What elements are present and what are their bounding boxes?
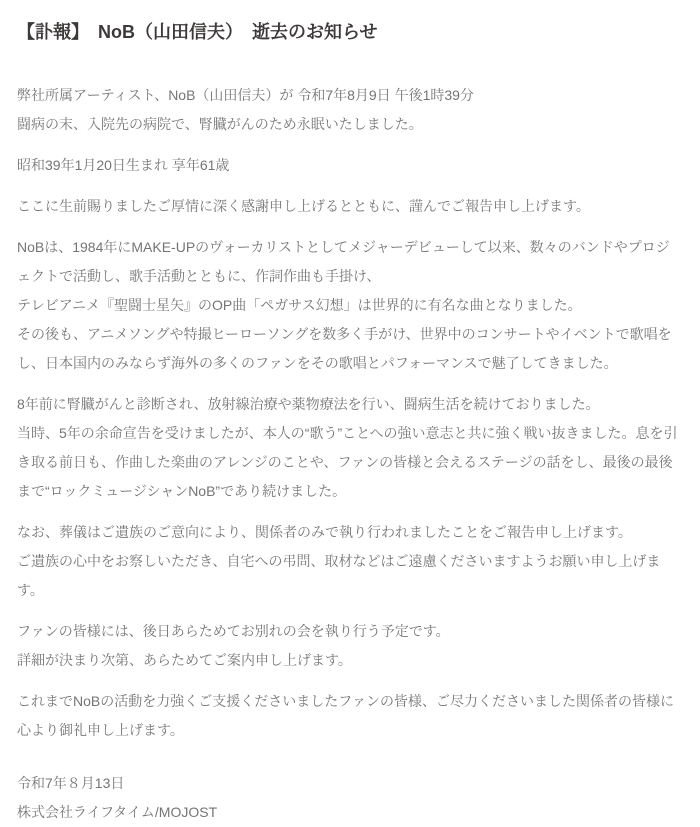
- document-content: [17, 81, 683, 827]
- page-title: 【訃報】 NoB（山田信夫） 逝去のお知らせ: [17, 22, 378, 42]
- paragraph: なお、葬儀はご遺族のご意向により、関係者のみで執り行われましたことをご報告申し上げます。 ご遺族の心中をお察しいただき、自宅への弔問、取材などはご遠慮くださいますようお願い申し上げます。: [17, 524, 661, 598]
- paragraph: ここに生前賜りましたご厚情に深く感謝申し上げるとともに、謹んでご報告申し上げます。: [17, 198, 590, 214]
- paragraph: 令和7年８月13日 株式会社ライフタイム/MOJOST: [17, 775, 218, 820]
- paragraph: ファンの皆様には、後日あらためてお別れの会を執り行う予定です。 詳細が決まり次第、あらためてご案内申し上げます。: [17, 623, 450, 668]
- paragraph: NoBは、1984年にMAKE-UPのヴォーカリストとしてメジャーデビューして以来、数々のバンドやプロジェクトで活動し、歌手活動とともに、作詞作曲も手掛け、 テレビアニメ『聖闘士星矢』のOP曲「ペガサス幻想」は世界的に有名な曲となりました。 その後も、アニメソングや特撮ヒーローソングを数多く手がけ、世界中のコンサートやイベントで歌唱をし、日本国内のみならず海外の多くのファンをその歌唱とパフォーマンスで魅了してきました。: [17, 239, 672, 371]
- paragraph: 昭和39年1月20日生まれ 享年61歳: [17, 157, 230, 173]
- paragraph: 弊社所属アーティスト、NoB（山田信夫）が 令和7年8月9日 午後1時39分 闘病の末、入院先の病院で、腎臓がんのため永眠いたしました。: [17, 87, 474, 132]
- paragraph: 8年前に腎臓がんと診断され、放射線治療や薬物療法を行い、闘病生活を続けておりました。 当時、5年の余命宣告を受けましたが、本人の“歌う”ことへの強い意志と共に強く戦い抜きました。息を引き取る前日も、作曲した楽曲のアレンジのことや、ファンの皆様と会えるステージの話をし、最後の最後まで“ロックミュージシャンNoB”であり続けました。: [17, 396, 678, 499]
- paragraph: これまでNoBの活動を力強くご支援くださいましたファンの皆様、ご尽力くださいました関係者の皆様に心より御礼申し上げます。: [17, 693, 674, 738]
